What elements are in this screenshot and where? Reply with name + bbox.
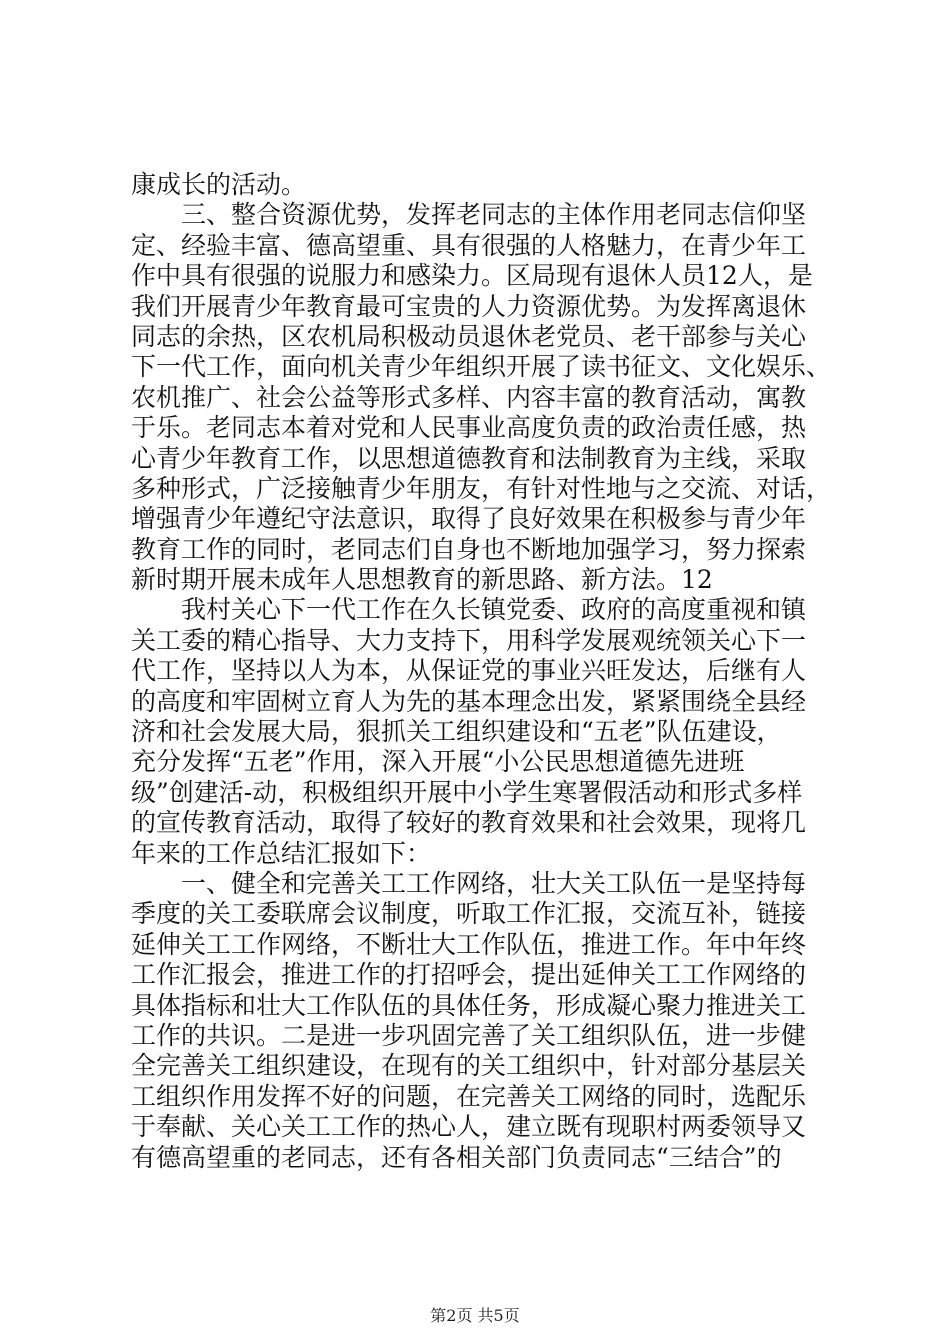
- text-line: 全完善关工组织建设，在现有的关工组织中，针对部分基层关: [131, 1051, 807, 1081]
- text-line: 一、健全和完善关工工作网络，壮大关工队伍一是坚持每: [131, 868, 807, 898]
- text-line: 新时期开展未成年人思想教育的新思路、新方法。12: [131, 565, 713, 595]
- text-line: 的高度和牢固树立育人为先的基本理念出发，紧紧围绕全县经: [131, 686, 807, 716]
- text-line: 作中具有很强的说服力和感染力。区局现有退休人员12人，是: [131, 261, 813, 291]
- text-line: 农机推广、社会公益等形式多样、内容丰富的教育活动，寓教: [131, 382, 807, 412]
- text-line: 于乐。老同志本着对党和人民事业高度负责的政治责任感，热: [131, 413, 807, 443]
- text-line: 济和社会发展大局，狠抓关工组织建设和“五老”队伍建设，: [131, 717, 782, 747]
- text-line: 有德高望重的老同志，还有各相关部门负责同志“三结合”的: [131, 1142, 782, 1172]
- text-line: 多种形式，广泛接触青少年朋友，有针对性地与之交流、对话，: [131, 473, 832, 503]
- text-line: 康成长的活动。: [131, 170, 307, 199]
- text-line: 季度的关工委联席会议制度，听取工作汇报，交流互补，链接: [131, 899, 807, 929]
- text-line: 充分发挥“五老”作用，深入开展“小公民思想道德先进班: [131, 747, 745, 777]
- text-line: 定、经验丰富、德高望重、具有很强的人格魅力，在青少年工: [131, 230, 807, 260]
- document-body: [131, 170, 831, 1173]
- text-line: 具体指标和壮大工作队伍的具体任务，形成凝心聚力推进关工: [131, 990, 807, 1020]
- text-line: 的宣传教育活动，取得了较好的教育效果和社会效果，现将几: [131, 808, 807, 838]
- text-line: 增强青少年遵纪守法意识，取得了良好效果在积极参与青少年: [131, 504, 807, 534]
- text-line: 于奉献、关心关工工作的热心人，建立既有现职村两委领导又: [131, 1112, 807, 1142]
- text-line: 我们开展青少年教育最可宝贵的人力资源优势。为发挥离退休: [131, 291, 807, 321]
- text-line: 年来的工作总结汇报如下：: [131, 838, 432, 868]
- text-line: 关工委的精心指导、大力支持下，用科学发展观统领关心下一: [131, 625, 807, 655]
- text-line: 同志的余热，区农机局积极动员退休老党员、老干部参与关心: [131, 321, 807, 351]
- text-line: 工组织作用发挥不好的问题，在完善关工网络的同时，选配乐: [131, 1081, 807, 1111]
- text-line: 级”创建活-动，积极组织开展中小学生寒署假活动和形式多样: [131, 777, 803, 807]
- text-line: 三、整合资源优势，发挥老同志的主体作用老同志信仰坚: [131, 200, 807, 230]
- page-footer: 第2页 共5页: [430, 1306, 520, 1325]
- text-line: 我村关心下一代工作在久长镇党委、政府的高度重视和镇: [131, 595, 807, 625]
- text-line: 延伸关工工作网络，不断壮大工作队伍，推进工作。年中年终: [131, 929, 807, 959]
- text-line: 工作的共识。二是进一步巩固完善了关工组织队伍，进一步健: [131, 1020, 807, 1050]
- text-line: 工作汇报会，推进工作的打招呼会，提出延伸关工工作网络的: [131, 960, 807, 990]
- text-line: 代工作，坚持以人为本，从保证党的事业兴旺发达，后继有人: [131, 656, 807, 686]
- text-line: 下一代工作，面向机关青少年组织开展了读书征文、文化娱乐、: [131, 352, 832, 382]
- text-line: 教育工作的同时，老同志们自身也不断地加强学习，努力探索: [131, 534, 807, 564]
- text-line: 心青少年教育工作，以思想道德教育和法制教育为主线，采取: [131, 443, 807, 473]
